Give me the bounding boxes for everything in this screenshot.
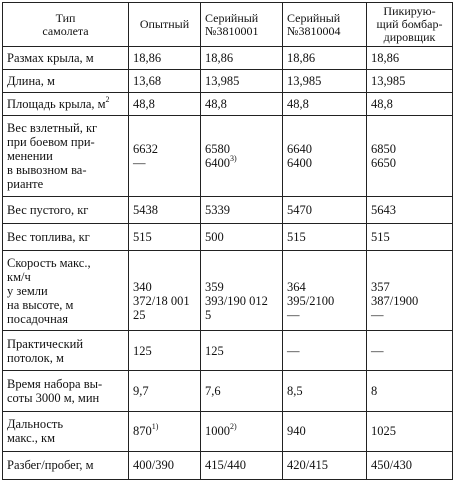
cell-text: 870	[133, 424, 152, 439]
cell-line: —	[371, 343, 384, 358]
row-label-line: Разбег/пробег, м	[7, 458, 94, 473]
cell-line: 500	[205, 229, 224, 244]
row-label-line: макс., км	[7, 431, 56, 446]
table-cell	[201, 223, 283, 250]
cell-line: 48,8	[371, 97, 393, 112]
table-cell	[283, 196, 367, 223]
cell-line: 340	[133, 280, 152, 295]
row-label-text: Площадь крыла, м	[7, 97, 106, 112]
cell-line: 7,6	[205, 384, 221, 398]
row-label	[3, 371, 129, 411]
header-param	[3, 3, 129, 47]
cell-line: 13,985	[205, 74, 240, 89]
cell-line: 8,5	[287, 384, 303, 398]
table-cell	[283, 250, 367, 330]
table-cell	[367, 223, 453, 250]
cell-line: —	[371, 308, 384, 323]
cell-line: 5438	[133, 202, 158, 217]
table-cell	[367, 93, 453, 116]
row-label	[3, 116, 129, 196]
row-label-line: потолок, м	[7, 350, 64, 365]
footnote-mark: 2)	[230, 422, 237, 432]
cell-line: —	[287, 308, 300, 323]
row-label-line: посадочная	[7, 311, 69, 326]
row-label-line: Вес пустого, кг	[7, 202, 89, 217]
cell-line: 48,8	[287, 97, 309, 112]
cell-line: 515	[133, 229, 152, 244]
cell-line: 364	[287, 280, 306, 295]
cell-line	[133, 424, 196, 438]
row-label-line: км/ч	[7, 269, 31, 284]
cell-line: 5643	[371, 202, 396, 217]
table-cell	[129, 223, 201, 250]
cell-line: 6650	[371, 155, 396, 170]
table-row	[3, 411, 453, 451]
table-cell	[367, 331, 453, 371]
cell-line: 125	[133, 343, 152, 358]
cell-line: 372/18 001	[133, 294, 190, 309]
table-cell	[201, 250, 283, 330]
table-cell	[129, 47, 201, 70]
header-col3-line: №3810004	[287, 23, 341, 38]
footnote-mark: 3)	[230, 153, 237, 163]
cell-line: 13,985	[287, 74, 322, 89]
cell-line: 395/2100	[287, 294, 335, 309]
table-cell	[367, 70, 453, 93]
table-cell	[367, 371, 453, 411]
header-col4-line: дировщик	[383, 30, 436, 44]
table-cell	[283, 411, 367, 451]
cell-line: 6400	[287, 155, 312, 170]
table-cell	[201, 331, 283, 371]
header-col4-line: щий бомбар-	[376, 17, 443, 31]
superscript: 2	[105, 95, 110, 105]
cell-line	[205, 153, 278, 170]
cell-line: 515	[371, 229, 390, 244]
row-label-line: рианте	[7, 176, 44, 191]
cell-line: 5470	[287, 202, 312, 217]
cell-line: 18,86	[133, 51, 162, 66]
table-cell	[367, 116, 453, 196]
cell-text: 1000	[205, 424, 230, 439]
table-cell	[201, 93, 283, 116]
header-col3	[283, 3, 367, 47]
cell-line: 9,7	[133, 384, 149, 398]
cell-line: —	[133, 155, 146, 170]
table-cell	[129, 116, 201, 196]
table-row	[3, 196, 453, 223]
row-label-line: Время набора вы-	[7, 377, 103, 391]
row-label-line: Практический	[7, 336, 84, 351]
table-cell	[201, 451, 283, 479]
row-label-line: менении	[7, 148, 53, 163]
row-label-line: Вес топлива, кг	[7, 229, 90, 244]
cell-line: 357	[371, 280, 390, 295]
header-col2	[201, 3, 283, 47]
table-cell	[201, 196, 283, 223]
row-label-line: на высоте, м	[7, 297, 74, 312]
table-cell	[283, 116, 367, 196]
table-cell	[129, 70, 201, 93]
cell-line: 6580	[205, 141, 230, 156]
header-col2-line: №3810001	[205, 23, 259, 38]
table-cell	[201, 47, 283, 70]
cell-line: 6640	[287, 141, 312, 156]
header-col2-line: Серийный	[205, 10, 259, 25]
table-cell	[201, 70, 283, 93]
table-cell	[129, 451, 201, 479]
cell-line: 13,985	[371, 74, 406, 89]
row-label-line: Скорость макс.,	[7, 255, 91, 270]
aircraft-specs-table	[2, 2, 453, 480]
header-param-line: Тип	[55, 10, 76, 25]
cell-line	[205, 424, 278, 438]
table-row	[3, 70, 453, 93]
cell-line: 415/440	[205, 458, 246, 473]
table-cell	[129, 196, 201, 223]
row-label	[3, 411, 129, 451]
table-cell	[367, 196, 453, 223]
table-row	[3, 223, 453, 250]
header-col1-line: Опытный	[139, 17, 190, 31]
table-cell	[283, 93, 367, 116]
table-cell	[201, 371, 283, 411]
table-cell	[129, 331, 201, 371]
cell-line: 420/415	[287, 458, 328, 473]
cell-line: 25	[133, 308, 146, 323]
header-param-line: самолета	[42, 23, 89, 38]
table-row	[3, 451, 453, 479]
row-label	[3, 223, 129, 250]
row-label	[3, 250, 129, 330]
row-label-line	[7, 97, 124, 111]
cell-line: 5	[205, 308, 212, 323]
cell-line: 6632	[133, 141, 158, 156]
cell-line: 387/1900	[371, 294, 419, 309]
cell-line: 1025	[371, 424, 396, 439]
row-label	[3, 47, 129, 70]
cell-line: 13,68	[133, 74, 162, 89]
row-label	[3, 93, 129, 116]
table-cell	[367, 411, 453, 451]
row-label	[3, 70, 129, 93]
footnote-mark: 1)	[151, 422, 159, 432]
row-label	[3, 331, 129, 371]
table-cell	[129, 250, 201, 330]
row-label-line: при боевом при-	[7, 134, 95, 149]
table-row	[3, 331, 453, 371]
cell-line: 5339	[205, 202, 230, 217]
table-cell	[283, 47, 367, 70]
table-cell	[129, 93, 201, 116]
table-row	[3, 93, 453, 116]
cell-line: 450/430	[371, 458, 412, 473]
cell-line: 18,86	[287, 51, 316, 66]
table-cell	[367, 47, 453, 70]
cell-line: 125	[205, 343, 224, 358]
row-label	[3, 196, 129, 223]
header-row	[3, 3, 453, 47]
row-label-line: соты 3000 м, мин	[7, 391, 100, 405]
header-col3-line: Серийный	[287, 10, 341, 25]
row-label	[3, 451, 129, 479]
row-label-line: у земли	[7, 283, 48, 298]
cell-line: 359	[205, 280, 224, 295]
table-row	[3, 371, 453, 411]
table-row	[3, 116, 453, 196]
table-cell	[283, 451, 367, 479]
cell-line: 8	[371, 384, 378, 398]
cell-text: 6400	[205, 155, 230, 170]
cell-line: 515	[287, 229, 306, 244]
cell-line: 48,8	[205, 97, 227, 112]
table-cell	[201, 116, 283, 196]
table-cell	[283, 223, 367, 250]
table-cell	[129, 371, 201, 411]
header-col4-line: Пикирую-	[383, 4, 436, 18]
header-col4	[367, 3, 453, 47]
cell-line: 400/390	[133, 458, 174, 473]
cell-line: 393/190 012	[205, 294, 268, 309]
row-label-line: в вывозном ва-	[7, 162, 87, 177]
cell-line: 48,8	[133, 97, 155, 112]
row-label-line: Вес взлетный, кг	[7, 120, 98, 135]
cell-line: 940	[287, 424, 306, 439]
cell-line: 18,86	[371, 51, 400, 66]
row-label-line: Размах крыла, м	[7, 51, 94, 66]
table-cell	[283, 70, 367, 93]
row-label-line: Длина, м	[7, 74, 55, 89]
table-row	[3, 250, 453, 330]
cell-line: 6850	[371, 141, 396, 156]
table-cell	[283, 371, 367, 411]
cell-line: —	[287, 343, 300, 358]
cell-line: 18,86	[205, 51, 234, 66]
table-cell	[129, 411, 201, 451]
table-cell	[283, 331, 367, 371]
table-cell	[201, 411, 283, 451]
table-cell	[367, 250, 453, 330]
table-cell	[367, 451, 453, 479]
header-col1	[129, 3, 201, 47]
table-row	[3, 47, 453, 70]
row-label-line: Дальность	[7, 417, 64, 432]
